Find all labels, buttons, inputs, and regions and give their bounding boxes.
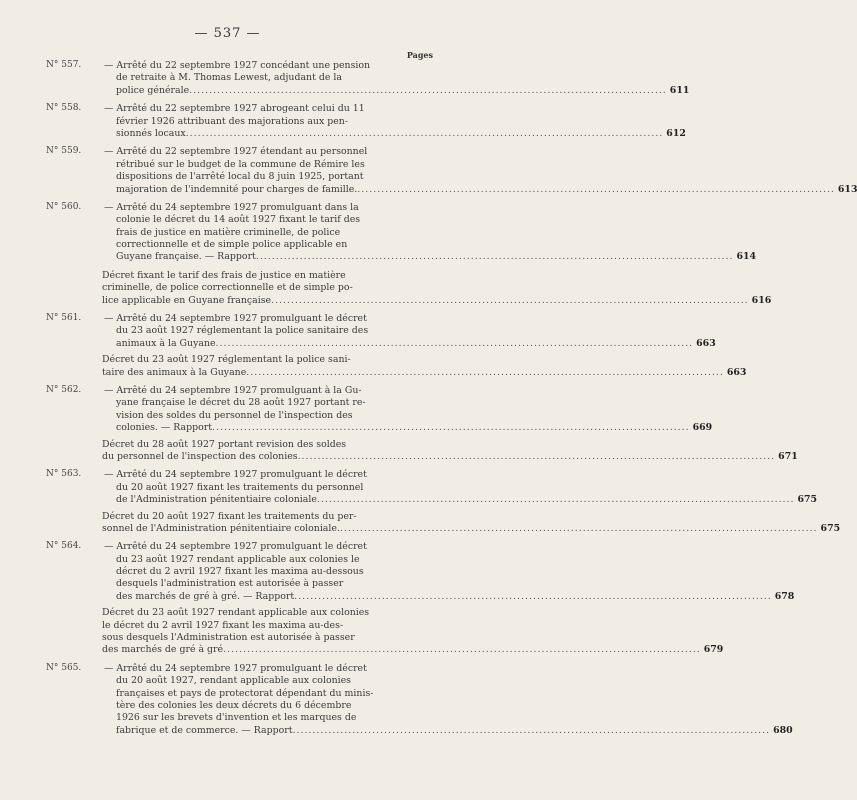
entry-last-line bbox=[102, 522, 841, 535]
entry-line: yane française le décret du 28 août 1927 portant re- bbox=[116, 397, 366, 409]
entry-line: colonies. — Rapport bbox=[116, 422, 213, 434]
dot-leader: ........................................................................................................................ bbox=[185, 127, 664, 139]
entry-line: de l'Administration pénitentiaire coloniale bbox=[116, 494, 317, 506]
entry-line: Décret du 28 août 1927 portant revision des soldes bbox=[102, 438, 347, 450]
entry-line: lice applicable en Guyane française bbox=[102, 294, 272, 306]
entry-number: N° 565. bbox=[46, 662, 82, 673]
entry-line: vision des soldes du personnel de l'inspection des bbox=[116, 409, 353, 421]
dot-leader: ........................................................................................................................ bbox=[212, 422, 690, 434]
decree-entry-671 bbox=[0, 438, 798, 464]
entry-line: Décret fixant le tarif des frais de justice en matière bbox=[102, 269, 346, 281]
page-reference: 675 bbox=[820, 522, 841, 534]
entry-number: N° 563. bbox=[46, 469, 82, 480]
entry-line: sonnel de l'Administration pénitentiaire coloniale. bbox=[102, 522, 340, 534]
page-reference: 671 bbox=[778, 450, 798, 462]
entry-line: rétribué sur le budget de la commune de Rémire les bbox=[116, 158, 365, 170]
entry-last-line bbox=[104, 724, 793, 737]
entry-line: — Arrêté du 22 septembre 1927 étendant au personnel bbox=[104, 146, 368, 158]
entry-last-line bbox=[104, 127, 686, 140]
entry-last-line bbox=[104, 337, 716, 350]
entry-line: 1926 sur les brevets d'invention et les marques de bbox=[116, 712, 357, 724]
entry-last-line bbox=[104, 590, 795, 603]
page-reference: 611 bbox=[669, 84, 690, 96]
entry-line: des marchés de gré à gré. — Rapport bbox=[116, 590, 295, 602]
entry-line: animaux à la Guyane bbox=[116, 337, 216, 349]
entry-line: février 1926 attribuant des majorations aux pen- bbox=[116, 115, 348, 127]
entry-last-line bbox=[102, 644, 724, 656]
entry-line: — Arrêté du 24 septembre 1927 promulguant dans la bbox=[104, 201, 359, 213]
entry-last-line bbox=[104, 183, 857, 196]
entry-last-line bbox=[104, 84, 690, 97]
entry-line: de retraite à M. Thomas Lewest, adjudant de la bbox=[116, 72, 342, 84]
entry-last-line bbox=[104, 422, 713, 434]
entry-line: du personnel de l'inspection des colonies bbox=[102, 450, 298, 462]
page-reference: 679 bbox=[703, 644, 724, 656]
entry-line: Décret du 23 août 1927 réglementant la police sani- bbox=[102, 354, 351, 366]
entry-line: du 23 août 1927 rendant applicable aux colonies le bbox=[116, 553, 360, 565]
entry-last-line bbox=[102, 450, 798, 463]
entry-line: du 20 août 1927 fixant les traitements du personnel bbox=[116, 481, 364, 493]
page-reference: 614 bbox=[736, 251, 757, 263]
entry-line: sous desquels l'Administration est autorisée à passer bbox=[102, 632, 355, 644]
entry-line: Guyane française. — Rapport bbox=[116, 251, 256, 263]
entry-line: tère des colonies les deux décrets du 6 décembre bbox=[116, 699, 352, 711]
dot-leader: ........................................................................................................................ bbox=[189, 84, 667, 96]
page-number: — 537 — bbox=[194, 26, 261, 41]
entry-line: — Arrêté du 24 septembre 1927 promulguant le décret bbox=[104, 313, 367, 325]
dot-leader: ........................................................................................................................ bbox=[294, 590, 772, 602]
entry-line: dispositions de l'arrêté local du 8 juin 1925, portant bbox=[116, 171, 364, 183]
entry-line: majoration de l'indemnité pour charges de famille. bbox=[116, 183, 358, 195]
entry-559 bbox=[0, 146, 857, 196]
decree-entry-616 bbox=[0, 269, 772, 307]
page-reference: 612 bbox=[666, 127, 686, 139]
entry-line: Décret du 23 août 1927 rendant applicable aux colonies bbox=[102, 607, 370, 619]
entry-563 bbox=[0, 469, 818, 506]
decree-entry-679 bbox=[0, 607, 724, 657]
entries-list bbox=[0, 60, 857, 737]
entry-last-line bbox=[102, 294, 772, 307]
entry-number: N° 558. bbox=[46, 103, 82, 114]
page-reference: 675 bbox=[797, 494, 818, 506]
entry-564 bbox=[0, 541, 795, 603]
entry-line: décret du 2 avril 1927 fixant les maxima au-dessous bbox=[116, 566, 364, 578]
dot-leader: ........................................................................................................................ bbox=[271, 294, 749, 306]
entry-560 bbox=[0, 201, 757, 264]
entry-line: colonie le décret du 14 août 1927 fixant le tarif des bbox=[116, 214, 361, 226]
dot-leader: ........................................................................................................................ bbox=[339, 522, 818, 534]
entry-line: — Arrêté du 22 septembre 1927 concédant une pension bbox=[104, 60, 371, 71]
entry-line: des marchés de gré à gré bbox=[102, 644, 224, 656]
entry-line: correctionnelle et de simple police applicable en bbox=[116, 239, 348, 251]
entry-number: N° 559. bbox=[46, 146, 82, 157]
entry-number: N° 564. bbox=[46, 541, 82, 552]
entry-line: desquels l'administration est autorisée à passer bbox=[116, 578, 344, 590]
entry-line: françaises et pays de protectorat dépendant du minis- bbox=[116, 687, 374, 699]
entry-line: le décret du 2 avril 1927 fixant les maxima au-des- bbox=[102, 619, 344, 631]
entry-line: Décret du 20 août 1927 fixant les traitements du per- bbox=[102, 510, 357, 522]
dot-leader: ........................................................................................................................ bbox=[297, 450, 776, 462]
entry-line: — Arrêté du 24 septembre 1927 promulguant le décret bbox=[104, 469, 367, 481]
entry-line: police générale bbox=[116, 84, 190, 96]
entry-number: N° 560. bbox=[46, 201, 82, 212]
entry-557 bbox=[0, 60, 690, 97]
entry-565 bbox=[0, 662, 793, 737]
entry-line: fabrique et de commerce. — Rapport bbox=[116, 724, 293, 736]
page-reference: 669 bbox=[692, 422, 713, 434]
entry-number: N° 561. bbox=[46, 313, 82, 324]
dot-leader: ........................................................................................................................ bbox=[255, 251, 734, 263]
dot-leader: ........................................................................................................................ bbox=[223, 644, 701, 656]
entry-562 bbox=[0, 384, 713, 435]
page-reference: 663 bbox=[696, 337, 716, 349]
dot-leader: ........................................................................................................................ bbox=[316, 494, 795, 506]
page-reference: 663 bbox=[726, 366, 747, 378]
entry-line: du 20 août 1927, rendant applicable aux colonies bbox=[116, 675, 351, 687]
page-reference: 616 bbox=[751, 294, 772, 306]
entry-line: — Arrêté du 22 septembre 1927 abrogeant celui du 11 bbox=[104, 103, 365, 115]
entry-line: — Arrêté du 24 septembre 1927 promulguant le décret bbox=[104, 662, 367, 674]
entry-line: — Arrêté du 24 septembre 1927 promulguant le décret bbox=[104, 541, 367, 553]
pages-column-header: Pages bbox=[406, 50, 433, 60]
dot-leader: ........................................................................................................................ bbox=[292, 724, 771, 736]
entry-line: taire des animaux à la Guyane bbox=[102, 366, 247, 378]
entry-line: du 23 août 1927 réglementant la police sanitaire des bbox=[116, 325, 369, 337]
page-reference: 678 bbox=[774, 590, 795, 602]
entry-line: — Arrêté du 24 septembre 1927 promulguant à la Gu- bbox=[104, 384, 362, 396]
entry-561 bbox=[0, 313, 716, 350]
entry-line: sionnés locaux bbox=[116, 127, 186, 139]
entry-last-line bbox=[104, 251, 757, 263]
entry-558 bbox=[0, 103, 686, 140]
entry-line: frais de justice en matière criminelle, de police bbox=[116, 226, 341, 238]
entry-number: N° 557. bbox=[46, 60, 82, 70]
page-reference: 680 bbox=[773, 724, 793, 736]
entry-last-line bbox=[102, 366, 747, 379]
decree-entry-675 bbox=[0, 510, 841, 536]
page-reference: 613 bbox=[837, 183, 857, 195]
dot-leader: ........................................................................................................................ bbox=[357, 183, 835, 195]
dot-leader: ........................................................................................................................ bbox=[215, 337, 694, 349]
decree-entry-663 bbox=[0, 354, 747, 379]
entry-number: N° 562. bbox=[46, 384, 82, 395]
entry-last-line bbox=[104, 494, 818, 506]
dot-leader: ........................................................................................................................ bbox=[246, 366, 724, 378]
entry-line: criminelle, de police correctionnelle et de simple po- bbox=[102, 282, 353, 294]
